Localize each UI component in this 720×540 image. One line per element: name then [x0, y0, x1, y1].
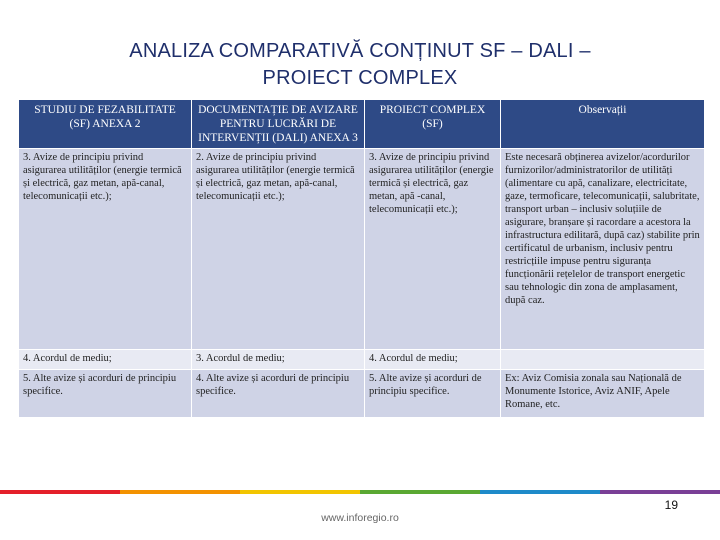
cell-observatii: Este necesară obținerea avizelor/acordurilor furnizorilor/administratorilor de utilități (alimentare cu apă, canalizare, electricitate, gaze, termoficare, telecomunicații, salubritate, transport urban – inclusiv soluțiile de asigurare, branșare și racordare a acestora la infrastructura edilitară, după caz) stabilite prin certificatul de urbanism, inclusiv pentru restricțiile impuse pentru siguranța funcționării rețelelor de transport energetic sau tehnologic din zona de amplasament, după caz.	[501, 149, 705, 350]
footer-url: www.inforegio.ro	[321, 512, 399, 524]
page-number: 19	[664, 498, 678, 512]
footer-stripe	[0, 490, 120, 494]
cell-proiect-complex: 4. Acordul de mediu;	[365, 350, 501, 370]
cell-sf: 3. Avize de principiu privind asigurarea utilităților (energie termică și electrică, gaz metan, apă-canal, telecomunicații etc.);	[19, 149, 192, 350]
footer-stripe	[360, 490, 480, 494]
header-observatii: Observații	[501, 100, 705, 149]
footer-stripe	[480, 490, 600, 494]
footer-stripe	[240, 490, 360, 494]
cell-dali: 3. Acordul de mediu;	[192, 350, 365, 370]
comparison-table	[18, 99, 705, 418]
cell-sf: 5. Alte avize și acorduri de principiu specifice.	[19, 370, 192, 418]
cell-dali: 4. Alte avize și acorduri de principiu specifice.	[192, 370, 365, 418]
slide-title-line-1: ANALIZA COMPARATIVĂ CONȚINUT SF – DALI –	[129, 40, 591, 62]
footer-stripe	[600, 490, 720, 494]
slide-title	[40, 38, 680, 92]
footer-stripe	[120, 490, 240, 494]
table-row	[19, 350, 705, 370]
cell-proiect-complex: 3. Avize de principiu privind asigurarea utilităților (energie termică și electrică, gaz metan, apă -canal, telecomunicații etc.);	[365, 149, 501, 350]
header-proiect-complex: PROIECT COMPLEX (SF)	[365, 100, 501, 149]
table-header-row	[19, 100, 705, 149]
cell-proiect-complex: 5. Alte avize și acorduri de principiu specifice.	[365, 370, 501, 418]
cell-observatii: Ex: Aviz Comisia zonala sau Națională de Monumente Istorice, Aviz ANIF, Apele Romane, etc.	[501, 370, 705, 418]
table-row	[19, 370, 705, 418]
header-dali: DOCUMENTAȚIE DE AVIZARE PENTRU LUCRĂRI DE INTERVENȚII (DALI) ANEXA 3	[192, 100, 365, 149]
cell-observatii	[501, 350, 705, 370]
footer-color-bar	[0, 490, 720, 494]
header-sf: STUDIU DE FEZABILITATE (SF) ANEXA 2	[19, 100, 192, 149]
slide-title-line-2: PROIECT COMPLEX	[262, 67, 458, 89]
table-row	[19, 149, 705, 350]
cell-dali: 2. Avize de principiu privind asigurarea utilităților (energie termică și electrică, gaz metan, apă-canal, telecomunicații etc.);	[192, 149, 365, 350]
cell-sf: 4. Acordul de mediu;	[19, 350, 192, 370]
